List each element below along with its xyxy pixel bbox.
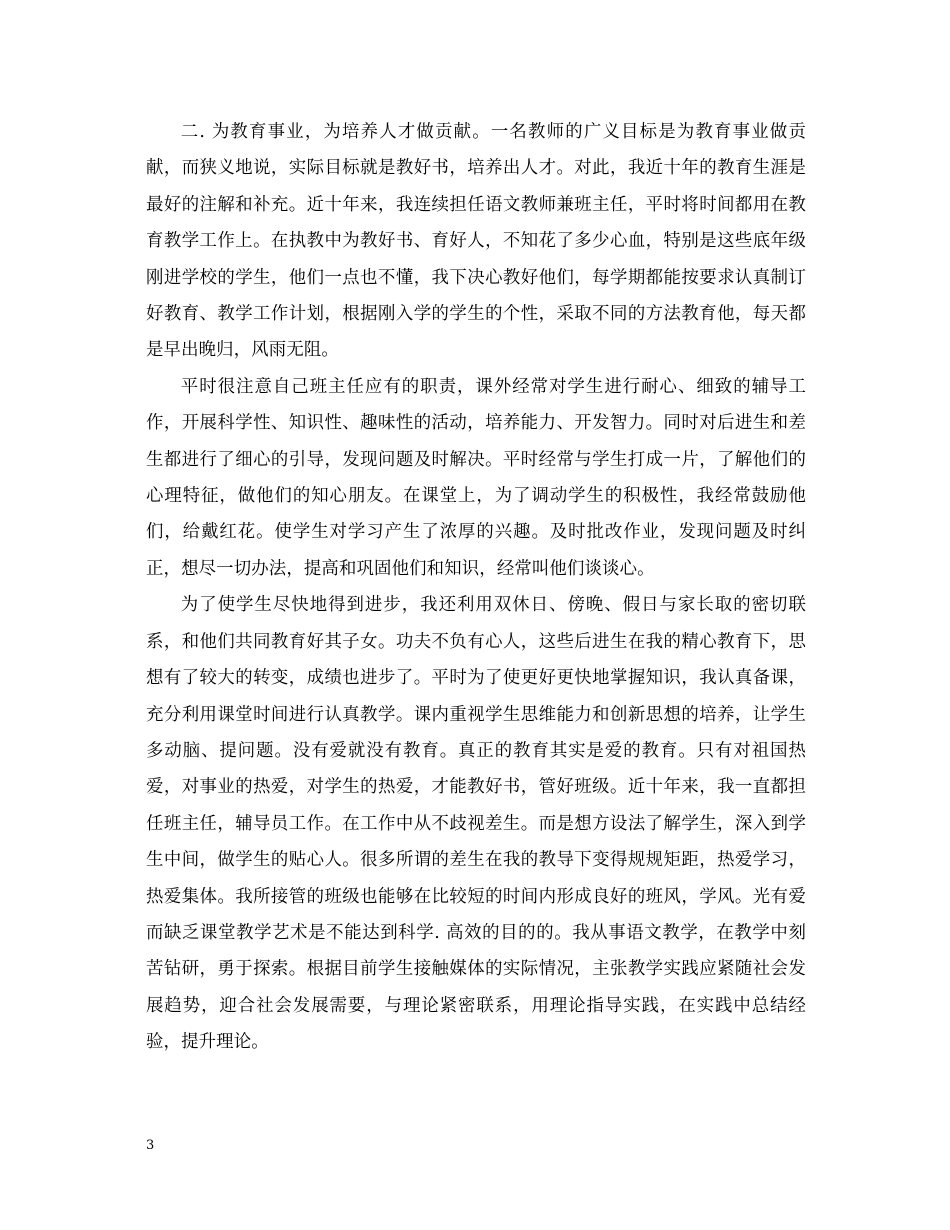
document-body xyxy=(146,114,806,1061)
paragraph-3: 为了使学生尽快地得到进步，我还利用双休日、傍晚、假日与家长取的密切联系，和他们共同教育好其子女。功夫不负有心人，这些后进生在我的精心教育下，思想有了较大的转变，成绩也进步了。平时为了使更好更快地掌握知识，我认真备课，充分利用课堂时间进行认真教学。课内重视学生思维能力和创新思想的培养，让学生多动脑、提问题。没有爱就没有教育。真正的教育其实是爱的教育。只有对祖国热爱，对事业的热爱，对学生的热爱，才能教好书，管好班级。近十年来，我一直都担任班主任，辅导员工作。在工作中从不歧视差生。而是想方设法了解学生，深入到学生中间，做学生的贴心人。很多所谓的差生在我的教导下变得规规矩距，热爱学习，热爱集体。我所接管的班级也能够在比较短的时间内形成良好的班风，学风。光有爱而缺乏课堂教学艺术是不能达到科学. 高效的目的的。我从事语文教学，在教学中刻苦钻研，勇于探索。根据目前学生接触媒体的实际情况，主张教学实践应紧随社会发展趋势，迎合社会发展需要，与理论紧密联系，用理论指导实践，在实践中总结经验，提升理论。 xyxy=(146,595,806,1053)
paragraph-1: 二. 为教育事业，为培养人才做贡献。一名教师的广义目标是为教育事业做贡献，而狭义地说，实际目标就是教好书，培养出人才。对此，我近十年的教育生涯是最好的注解和补充。近十年来，我连续担任语文教师兼班主任，平时将时间都用在教育教学工作上。在执教中为教好书、育好人，不知花了多少心血，特别是这些底年级刚进学校的学生，他们一点也不懂，我下决心教好他们，每学期都能按要求认真制订好教育、教学工作计划，根据刚入学的学生的个性，采取不同的方法教育他，每天都是早出晚归，风雨无阻。 xyxy=(146,122,806,361)
page-number: 3 xyxy=(146,1138,155,1153)
paragraph-2: 平时很注意自己班主任应有的职责，课外经常对学生进行耐心、细致的辅导工作，开展科学性、知识性、趣味性的活动，培养能力、开发智力。同时对后进生和差生都进行了细心的引导，发现问题及时解决。平时经常与学生打成一片，了解他们的心理特征，做他们的知心朋友。在课堂上，为了调动学生的积极性，我经常鼓励他们，给戴红花。使学生对学习产生了浓厚的兴趣。及时批改作业，发现问题及时纠正，想尽一切办法，提高和巩固他们和知识，经常叫他们谈谈心。 xyxy=(146,376,806,579)
